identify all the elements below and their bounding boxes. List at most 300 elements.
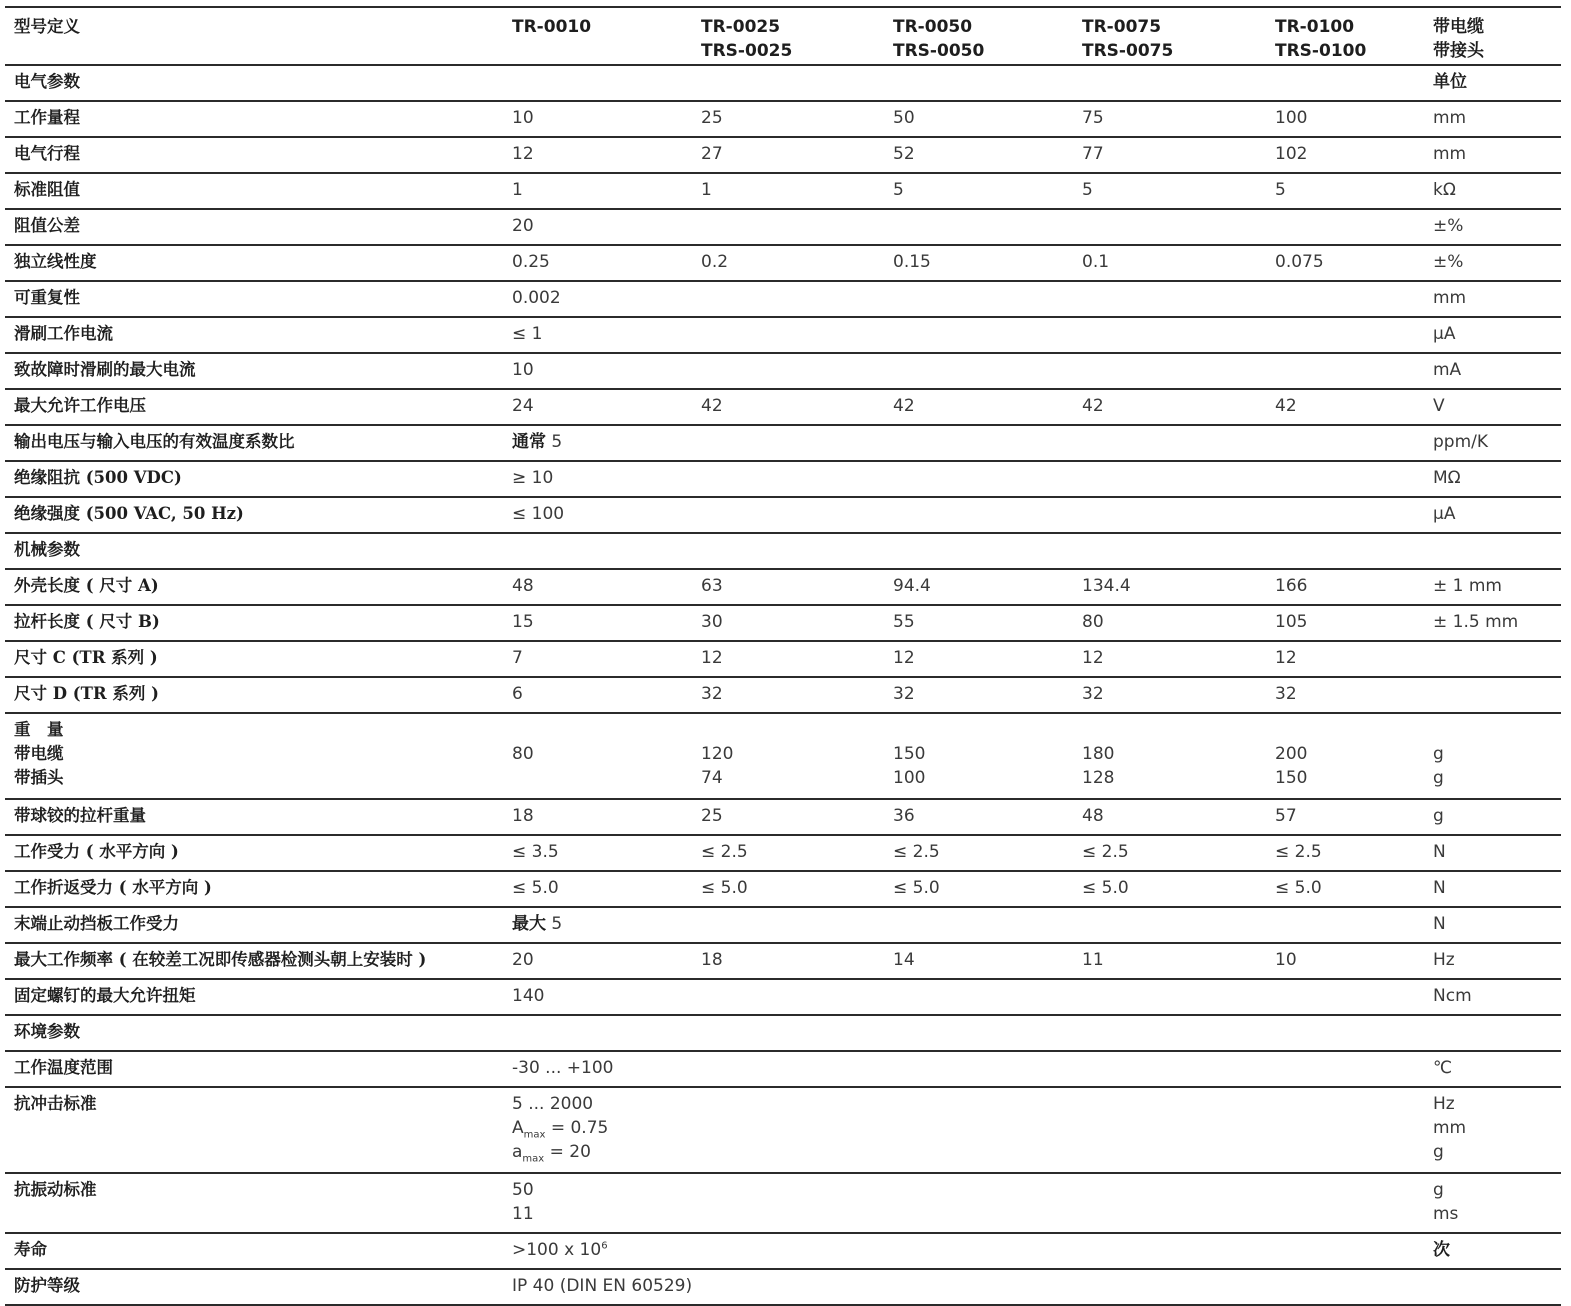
row-value [701,102,893,130]
row-label [14,282,504,310]
row-label-text: 电气行程 [14,144,80,163]
row-unit [1433,66,1561,94]
row-value-text: ≤ 2.5 [893,842,940,862]
section-row [5,66,1561,102]
table-row [5,138,1561,174]
row-unit-text: Hz [1433,1094,1455,1114]
row-value [1082,138,1275,166]
row-value [893,836,1082,864]
row-label-text: 最大允许工作电压 [14,396,146,415]
row-value [1275,606,1433,634]
row-value [512,174,700,202]
row-unit-text: ppm/K [1433,432,1489,452]
row-value-text: 32 [1275,684,1297,704]
row-unit [1433,426,1561,454]
row-value-text: 12 [701,648,723,668]
row-value [1082,102,1275,130]
row-unit-text: 单位 [1433,72,1467,92]
row-label-text: 输出电压与输入电压的有效温度系数比 [14,432,295,451]
row-label-text: 寿命 [14,1240,47,1259]
row-unit-text [1433,718,1561,742]
row-unit-text: g [1433,1142,1444,1162]
row-value-text: 0.25 [512,252,550,272]
row-value [701,570,893,598]
row-value-text: 20 [512,216,534,236]
row-value-text [701,718,893,742]
row-value-text: 18 [701,950,723,970]
row-label-text: 工作受力 ( 水平方向 ) [14,842,179,861]
row-label [14,210,504,238]
row-value [512,138,700,166]
row-value [512,872,700,900]
row-value [512,1052,700,1080]
row-label [14,138,504,166]
row-label-text: 绝缘阻抗 (500 VDC) [14,468,182,487]
row-label-text: 绝缘强度 (500 VAC, 50 Hz) [14,504,244,523]
row-label [14,980,504,1008]
row-value-text [893,718,1082,742]
row-label-text: 外壳长度 ( 尺寸 A) [14,576,159,595]
table-row [5,570,1561,606]
row-value-text: 102 [1275,144,1308,164]
row-label-text: 固定螺钉的最大允许扭矩 [14,986,196,1005]
row-value-text: 14 [893,950,915,970]
row-value-text: 20 [512,950,534,970]
row-value [512,210,700,238]
row-value-text: 42 [893,396,915,416]
row-unit-text: N [1433,842,1446,862]
header-model-3-text: TRS-0050 [893,41,985,61]
row-value-text: 100 [893,768,926,788]
row-value-text: 80 [1082,612,1104,632]
row-label [14,426,504,454]
row-value-text: 50 [893,108,915,128]
table-row [5,908,1561,944]
row-value-text: ≤ 2.5 [1275,842,1322,862]
row-value [1275,642,1433,670]
row-label-text: 标准阻值 [14,180,80,199]
row-unit [1433,318,1561,346]
row-value [1082,872,1275,900]
header-model-1 [512,8,700,39]
row-value-text: 25 [701,806,723,826]
table-row [5,1234,1561,1270]
row-unit-text: 次 [1433,1240,1450,1260]
table-row [5,210,1561,246]
row-value-text: 0.002 [512,288,561,308]
table-row [5,102,1561,138]
row-value [701,606,893,634]
row-value [893,800,1082,828]
table-row [5,872,1561,908]
row-label-text: 尺寸 C (TR 系列 ) [14,648,158,667]
row-unit-text: ±% [1433,252,1464,272]
row-label [14,1088,504,1116]
row-unit [1433,354,1561,382]
row-label [14,908,504,936]
row-label [14,714,504,790]
row-label-text: 防护等级 [14,1276,80,1295]
row-value [1275,390,1433,418]
row-value-text: 1 [701,180,712,200]
row-value-text: 0.1 [1082,252,1110,272]
row-value [512,1270,700,1298]
row-label [14,354,504,382]
row-value [1082,606,1275,634]
row-value-text: 32 [701,684,723,704]
row-value [512,282,700,310]
row-value-text: 18 [512,806,534,826]
table-row [5,426,1561,462]
row-label [14,462,504,490]
row-value-text: 150 [1275,768,1308,788]
table-row [5,836,1561,872]
header-model-1-text: TR-0010 [512,17,592,37]
table-row [5,462,1561,498]
row-value-text: 5 ... 2000 [512,1094,594,1114]
row-unit [1433,800,1561,828]
row-value [1082,570,1275,598]
row-label [14,318,504,346]
table-row [5,498,1561,534]
row-label [14,678,504,706]
row-value-text: 0.15 [893,252,931,272]
row-value [1275,678,1433,706]
row-value [1275,570,1433,598]
row-value [512,498,700,526]
row-unit [1433,606,1561,634]
table-row [5,174,1561,210]
table-row [5,1052,1561,1088]
row-label [14,498,504,526]
row-label-text: 滑刷工作电流 [14,324,113,343]
table-row [5,980,1561,1016]
row-label [14,1234,504,1262]
row-unit-text: μA [1433,324,1456,344]
row-value [512,102,700,130]
row-value-text: ≤ 5.0 [1082,878,1129,898]
row-unit [1433,246,1561,274]
header-model-2 [701,8,893,63]
row-value [701,714,893,790]
row-unit-text: ms [1433,1204,1459,1224]
row-value [893,570,1082,598]
header-connection [1433,8,1561,63]
row-label-text: 抗振动标准 [14,1180,97,1199]
row-value [512,800,700,828]
row-value [512,390,700,418]
row-label [14,1174,504,1202]
row-value [1082,642,1275,670]
row-value [1082,174,1275,202]
header-connection-text: 带接头 [1433,41,1484,61]
row-label-text: 尺寸 D (TR 系列 ) [14,684,159,703]
row-value-text: 150 [893,744,926,764]
row-value [512,354,700,382]
header-model-5 [1275,8,1433,63]
row-unit [1433,138,1561,166]
row-value-text: 105 [1275,612,1308,632]
row-unit [1433,908,1561,936]
row-label-text: 末端止动挡板工作受力 [14,914,179,933]
table-row [5,246,1561,282]
row-value [1082,246,1275,274]
row-unit [1433,210,1561,238]
header-model-3 [893,8,1082,63]
row-value [1275,872,1433,900]
row-unit [1433,836,1561,864]
row-value [512,606,700,634]
row-value-text: 42 [701,396,723,416]
row-value-text: 32 [893,684,915,704]
row-value-text: 166 [1275,576,1308,596]
spec-table [5,6,1561,1306]
row-value-text: ≤ 5.0 [1275,878,1322,898]
row-label-text: 抗冲击标准 [14,1094,97,1113]
row-unit-text: mm [1433,1118,1467,1138]
row-label [14,66,504,94]
row-value-text: ≤ 100 [512,504,565,524]
row-value-text: ≤ 3.5 [512,842,559,862]
row-value-text: ≤ 1 [512,324,543,344]
row-unit [1433,282,1561,310]
row-value-text: 0.075 [1275,252,1324,272]
row-label-text: 带插头 [14,768,64,787]
row-label-text: 工作折返受力 ( 水平方向 ) [14,878,212,897]
row-unit-text: ± 1.5 mm [1433,612,1519,632]
row-value-text: 100 [1275,108,1308,128]
header-model-3-text: TR-0050 [893,17,973,37]
row-value-text: 57 [1275,806,1297,826]
row-value-text: 50 [512,1180,534,1200]
row-unit-text: g [1433,1180,1444,1200]
row-value-text: 42 [1082,396,1104,416]
row-value [512,1234,700,1262]
row-value [512,246,700,274]
table-row [5,606,1561,642]
table-row [5,354,1561,390]
row-unit [1433,714,1561,790]
header-model-2-text: TRS-0025 [701,41,793,61]
row-unit [1433,1234,1561,1262]
row-value-text: IP 40 (DIN EN 60529) [512,1276,693,1296]
header-connection-text: 带电缆 [1433,17,1484,37]
row-unit-text: V [1433,396,1445,416]
row-value [1275,102,1433,130]
row-value [893,872,1082,900]
row-label-text: 阻值公差 [14,216,80,235]
row-unit-text: ± 1 mm [1433,576,1502,596]
row-value-text: ≤ 5.0 [893,878,940,898]
row-label [14,642,504,670]
row-label-text: 最大工作频率 ( 在较差工况即传感器检测头朝上安装时 ) [14,950,427,969]
row-label [14,246,504,274]
row-label-text: 可重复性 [14,288,80,307]
row-value-text: 32 [1082,684,1104,704]
row-label [14,1016,504,1044]
row-value-text: 6 [512,684,523,704]
row-unit-text: μA [1433,504,1456,524]
row-value [701,138,893,166]
row-unit-text: kΩ [1433,180,1456,200]
row-value-text: 通常 5 [512,432,563,452]
row-label-text: 机械参数 [14,540,80,559]
row-value-text: 128 [1082,768,1115,788]
row-value-text: 36 [893,806,915,826]
row-unit-text: Ncm [1433,986,1472,1006]
row-value-text: 120 [701,744,734,764]
row-unit-text: mA [1433,360,1462,380]
header-model-4-text: TRS-0075 [1082,41,1174,61]
row-value [512,836,700,864]
row-value-text: 55 [893,612,915,632]
row-value [701,836,893,864]
row-value-text: 5 [893,180,904,200]
row-value-text: 11 [1082,950,1104,970]
table-row [5,678,1561,714]
row-label-text: 重 量 [14,720,64,739]
row-value-text: 80 [512,744,534,764]
table-row [5,944,1561,980]
row-value-text: 12 [1275,648,1297,668]
row-value [893,606,1082,634]
row-unit-text: g [1433,768,1444,788]
row-unit-text: mm [1433,108,1467,128]
row-unit-text: g [1433,744,1444,764]
row-value [893,138,1082,166]
row-unit [1433,174,1561,202]
row-value [1082,714,1275,790]
row-value-text: -30 ... +100 [512,1058,614,1078]
row-value-text: 140 [512,986,545,1006]
row-value [512,678,700,706]
row-value [701,246,893,274]
row-unit-text: mm [1433,144,1467,164]
row-value-text: 10 [512,108,534,128]
row-value-text: 15 [512,612,534,632]
row-value [701,800,893,828]
row-value [893,678,1082,706]
header-model-5-text: TR-0100 [1275,17,1355,37]
header-model-2-text: TR-0025 [701,17,781,37]
row-value [893,642,1082,670]
row-value-text [1082,718,1275,742]
row-label [14,1270,504,1298]
row-value [701,390,893,418]
section-row [5,1016,1561,1052]
row-value-text [512,766,700,790]
row-label-text: 带电缆 [14,744,64,763]
row-value-text: 200 [1275,744,1308,764]
row-unit [1433,944,1561,972]
row-value-text: 180 [1082,744,1115,764]
table-row [5,318,1561,354]
row-value-text: 75 [1082,108,1104,128]
table-row [5,1174,1561,1234]
row-value [701,174,893,202]
row-value [512,980,700,1008]
row-value-text: 5 [1275,180,1286,200]
row-label [14,606,504,634]
row-unit [1433,872,1561,900]
row-label [14,944,504,972]
row-value-text: ≤ 2.5 [701,842,748,862]
row-value [1275,944,1433,972]
row-unit [1433,102,1561,130]
row-value [512,426,700,454]
row-value-text: 24 [512,396,534,416]
row-value-text: 最大 5 [512,914,563,934]
row-unit-text: g [1433,806,1444,826]
row-label [14,836,504,864]
row-value [893,102,1082,130]
row-value-text: 12 [1082,648,1104,668]
row-value-text: 12 [893,648,915,668]
row-value-text: 7 [512,648,523,668]
row-label-text: 拉杆长度 ( 尺寸 B) [14,612,160,631]
row-value [701,642,893,670]
header-model-4 [1082,8,1275,63]
row-value-text: 27 [701,144,723,164]
row-unit-text: N [1433,914,1446,934]
row-unit-text: Hz [1433,950,1455,970]
row-value-text: 52 [893,144,915,164]
row-value [512,908,700,936]
row-label-text: 环境参数 [14,1022,80,1041]
row-value-text: 25 [701,108,723,128]
row-value-text: 0.2 [701,252,729,272]
row-label [14,174,504,202]
table-row [5,1088,1561,1174]
row-value-text: 74 [701,768,723,788]
row-label [14,800,504,828]
row-value [1082,800,1275,828]
row-value [512,714,700,790]
row-value-text: >100 x $10^6$ [512,1240,608,1260]
row-value-text: 42 [1275,396,1297,416]
row-value-text: 30 [701,612,723,632]
row-label [14,1052,504,1080]
row-value-text: 5 [1082,180,1093,200]
row-value [701,678,893,706]
row-value [893,944,1082,972]
row-value [1082,390,1275,418]
row-value [1275,174,1433,202]
row-value [1275,138,1433,166]
header-model-label [14,8,504,39]
row-unit-text: ±% [1433,216,1464,236]
row-value-text: 10 [1275,950,1297,970]
row-value [512,570,700,598]
row-value-text [1275,718,1433,742]
row-label-text: 带球铰的拉杆重量 [14,806,146,825]
row-unit-text: N [1433,878,1446,898]
row-value-text: 77 [1082,144,1104,164]
row-value-text: $a_{max} = 20$ [512,1142,591,1165]
row-label [14,102,504,130]
row-value [512,944,700,972]
row-label [14,570,504,598]
row-value-text: 48 [512,576,534,596]
row-label [14,534,504,562]
row-label-text: 工作温度范围 [14,1058,113,1077]
row-unit-text: MΩ [1433,468,1461,488]
row-value-text: 134.4 [1082,576,1131,596]
row-value-text: 12 [512,144,534,164]
row-unit [1433,1088,1561,1164]
row-value [1275,800,1433,828]
row-unit-text: mm [1433,288,1467,308]
